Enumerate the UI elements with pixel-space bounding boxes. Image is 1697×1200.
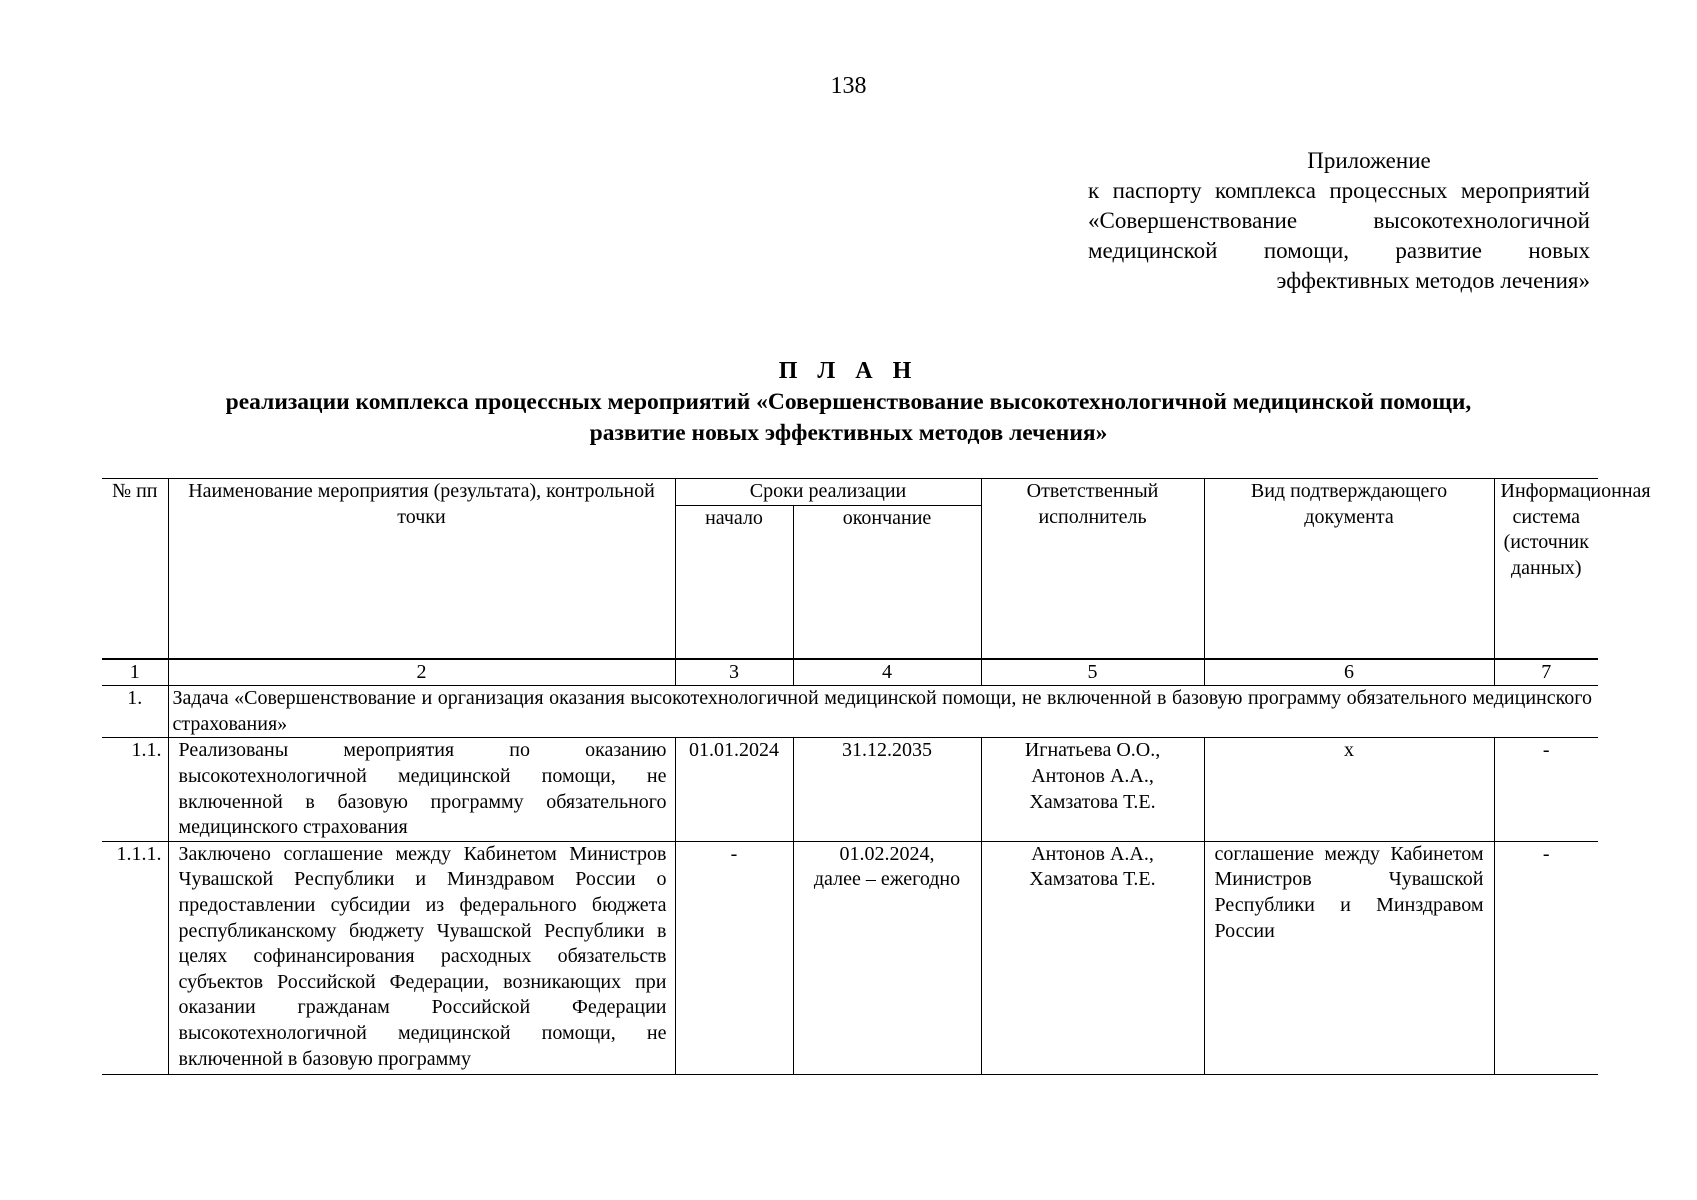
executor-name: Антонов А.А., — [1031, 842, 1154, 865]
row-end — [793, 841, 981, 1074]
header-system: Информационная система (источник данных) — [1494, 479, 1598, 659]
header-name: Наименование мероприятия (результата), контрольной точки — [168, 479, 675, 659]
row-system: - — [1494, 738, 1598, 841]
executor-name: Хамзатова Т.Е. — [1029, 790, 1156, 813]
title-plan: П Л А Н — [778, 358, 919, 384]
end-date: 01.02.2024, — [839, 842, 935, 865]
row-end: 31.12.2035 — [793, 738, 981, 841]
row-executor — [981, 738, 1204, 841]
column-number: 7 — [1494, 659, 1598, 686]
plan-table — [102, 478, 1651, 1075]
appendix-title: Приложение — [1307, 148, 1431, 173]
row-start: - — [675, 841, 793, 1074]
appendix-note — [1088, 146, 1590, 296]
table-row — [102, 841, 1598, 1074]
row-name-cell — [168, 841, 675, 1074]
executor-name: Игнатьева О.О., — [1024, 739, 1161, 762]
task-text: Задача «Совершенствование и организация оказания высокотехнологичной медицинской помощи, не включенной в базовую программу обязательного медицинского страхования» — [168, 686, 1598, 738]
title-line-3: развитие новых эффективных методов лечения» — [589, 420, 1108, 446]
table-header-row — [102, 479, 1598, 506]
column-number: 1 — [102, 659, 168, 686]
header-document: Вид подтверждающего документа — [1204, 479, 1494, 659]
task-row — [102, 686, 1598, 738]
row-num: 1.1. — [102, 738, 168, 841]
row-name: Реализованы мероприятия по оказанию высокотехнологичной медицинской помощи, не включенной в базовую программу обязательного медицинского страхования — [168, 738, 675, 841]
row-start: 01.01.2024 — [675, 738, 793, 841]
row-document: х — [1204, 738, 1494, 841]
title-line-2: реализации комплекса процессных мероприятий «Совершенствование высокотехнологичной медицинской помощи, — [225, 389, 1472, 415]
header-terms: Сроки реализации — [675, 479, 981, 506]
row-document: соглашение между Кабинетом Министров Чувашской Республики и Минздравом России — [1204, 841, 1494, 1074]
column-number: 3 — [675, 659, 793, 686]
column-numbers-row — [102, 659, 1598, 686]
row-system: - — [1494, 841, 1598, 1074]
appendix-text: к паспорту комплекса процессных мероприятий «Совершенствование высокотехнологичной медицинской помощи, развитие новых эффективных методов лечения» — [1088, 178, 1590, 293]
header-end: окончание — [793, 505, 981, 659]
column-number: 2 — [168, 659, 675, 686]
document-title — [0, 356, 1697, 449]
row-num: 1.1.1. — [102, 841, 168, 1074]
header-start: начало — [675, 505, 793, 659]
column-number: 5 — [981, 659, 1204, 686]
table-row — [102, 738, 1598, 841]
column-number: 6 — [1204, 659, 1494, 686]
executor-name: Хамзатова Т.Е. — [1029, 868, 1156, 891]
executor-name: Антонов А.А., — [1031, 764, 1154, 787]
task-num: 1. — [102, 686, 168, 738]
end-note: далее – ежегодно — [813, 868, 961, 891]
page-number: 138 — [830, 73, 867, 99]
row-executor — [981, 841, 1204, 1074]
header-executor: Ответственный исполнитель — [981, 479, 1204, 659]
header-num: № пп — [102, 479, 168, 659]
row-name: Заключено соглашение между Кабинетом Министров Чувашской Республики и Минздравом России о предоставлении субсидии из федерального бюджета республиканскому бюджету Чувашской Республики в целях софинансирования расходных обязательств субъектов Российской Федерации, возникающих при оказании гражданам Российской Федерации высокотехнологичной медицинской помощи, не включенной в базовую программу — [178, 842, 667, 1070]
column-number: 4 — [793, 659, 981, 686]
